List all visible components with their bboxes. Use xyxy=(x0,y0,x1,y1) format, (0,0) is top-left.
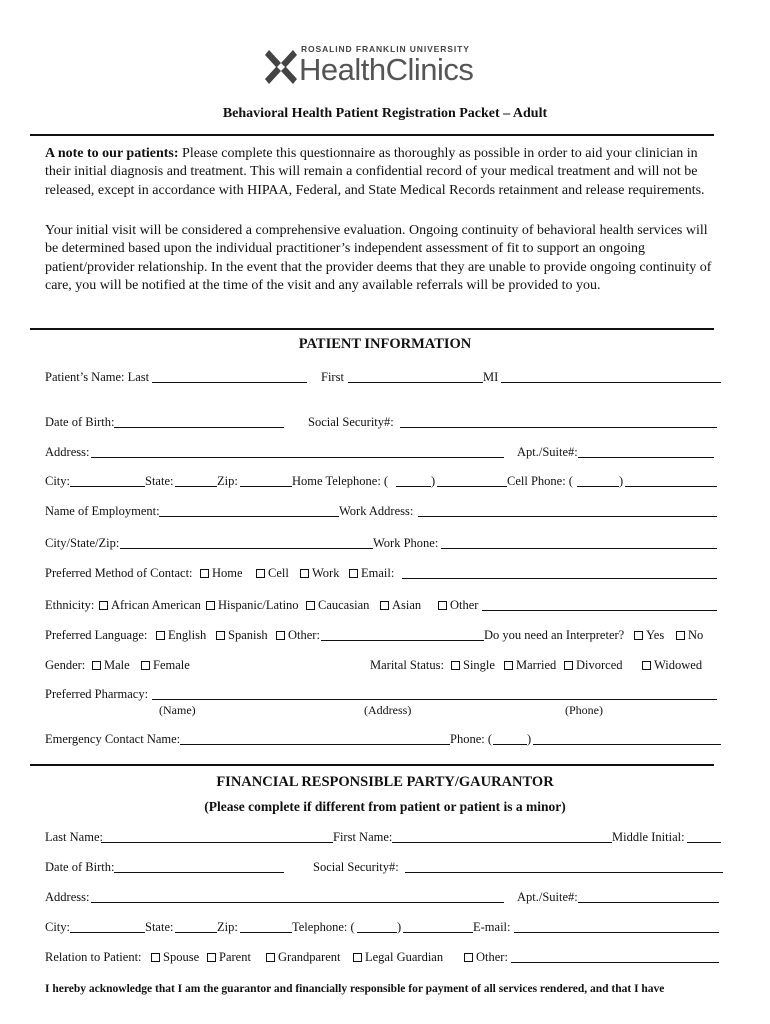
checkbox-icon[interactable] xyxy=(92,661,101,670)
label-middle-initial: Middle Initial: xyxy=(612,830,685,844)
note-paragraph-2: Your initial visit will be considered a comprehensive evaluation. Ongoing continuity of behavioral health services will be determined based upon the individual practitioner’s independent assessment of fit to support an ongoing patient/provider relationship. In the event that the provider deems that they are unable to provide ongoing continuity of care, you will be notified at the time of the visit and any available referrals will be provided to you. xyxy=(45,223,712,294)
address-field[interactable] xyxy=(91,457,504,458)
last-name-field[interactable] xyxy=(152,382,307,383)
option-label: Legal Guardian xyxy=(365,950,444,964)
checkbox-icon[interactable] xyxy=(256,569,265,578)
label-first-name: First Name: xyxy=(333,830,393,844)
option-label: Asian xyxy=(392,598,422,612)
checkbox-icon[interactable] xyxy=(207,953,216,962)
label-emergency-contact: Emergency Contact Name: xyxy=(45,732,181,746)
label-interpreter: Do you need an Interpreter? xyxy=(484,628,625,642)
guarantor-area-code-field[interactable] xyxy=(357,932,397,933)
guarantor-name-row xyxy=(45,830,725,846)
marital-married-option[interactable] xyxy=(504,658,556,673)
label-city: City: xyxy=(45,920,71,934)
lang-spanish-option[interactable] xyxy=(216,628,268,643)
ssn-field[interactable] xyxy=(400,427,717,428)
clinic-logo xyxy=(265,44,515,90)
contact-work-option[interactable] xyxy=(300,566,339,581)
checkbox-icon[interactable] xyxy=(380,601,389,610)
city-field[interactable] xyxy=(70,486,145,487)
dob-field[interactable] xyxy=(114,427,284,428)
label-employment: Name of Employment: xyxy=(45,504,160,518)
pharmacy-field[interactable] xyxy=(152,699,717,700)
logo-university-text: ROSALIND FRANKLIN UNIVERSITY xyxy=(301,44,470,54)
paren: ) xyxy=(527,732,532,746)
checkbox-icon[interactable] xyxy=(353,953,362,962)
contact-email-option[interactable] xyxy=(349,566,394,581)
zip-field[interactable] xyxy=(240,486,292,487)
note-paragraph-1 xyxy=(45,145,720,200)
contact-email-field[interactable] xyxy=(402,578,717,579)
option-label: Cell xyxy=(268,566,289,580)
checkbox-icon[interactable] xyxy=(216,631,225,640)
label-city-state-zip: City/State/Zip: xyxy=(45,536,120,550)
eth-african-option[interactable] xyxy=(99,598,201,613)
acknowledgement-text: I hereby acknowledge that I am the guarantor and financially responsible for payment of all services rendered, and that I have xyxy=(45,983,665,995)
contact-row xyxy=(45,566,725,582)
note-text-1: Please complete this questionnaire as thoroughly as possible in order to aid your clinician in their initial diagnosis and treatment. This will remain a confidential record of your medical treatment and will not be released, except in accordance with HIPAA, Federal, and State Medical Records retainment and release requirements. xyxy=(45,146,705,198)
divider xyxy=(30,764,714,766)
guarantor-address-row xyxy=(45,890,725,906)
option-label: English xyxy=(168,628,207,642)
work-phone-field[interactable] xyxy=(441,548,717,549)
label-email: E-mail: xyxy=(473,920,511,934)
cell-area-code-field[interactable] xyxy=(577,486,619,487)
label-home-telephone: Home Telephone: ( xyxy=(292,474,389,488)
divider xyxy=(30,328,714,330)
interpreter-yes-option[interactable] xyxy=(634,628,664,643)
label-zip: Zip: xyxy=(217,474,238,488)
option-label: Grandparent xyxy=(278,950,341,964)
address-row xyxy=(45,445,725,461)
label-last-name: Last Name: xyxy=(45,830,103,844)
option-label: Male xyxy=(104,658,130,672)
checkbox-icon[interactable] xyxy=(156,631,165,640)
home-telephone-field[interactable] xyxy=(437,486,507,487)
emergency-phone-field[interactable] xyxy=(533,744,721,745)
patient-section-title: PATIENT INFORMATION xyxy=(298,336,472,352)
label-apt: Apt./Suite#: xyxy=(517,890,578,904)
pharmacy-row xyxy=(45,687,725,703)
option-label: Other: xyxy=(288,628,320,642)
option-label: Caucasian xyxy=(318,598,370,612)
logo-mark-icon xyxy=(265,46,297,88)
checkbox-icon[interactable] xyxy=(464,953,473,962)
page-title: Behavioral Health Patient Registration Packet – Adult xyxy=(222,106,548,121)
checkbox-icon[interactable] xyxy=(634,631,643,640)
guarantor-city-field[interactable] xyxy=(70,932,145,933)
work-city-row xyxy=(45,536,725,552)
checkbox-icon[interactable] xyxy=(642,661,651,670)
contact-home-option[interactable] xyxy=(200,566,243,581)
note-lead: A note to our patients: xyxy=(45,146,179,161)
option-label: Female xyxy=(153,658,190,672)
option-label: Spanish xyxy=(228,628,268,642)
eth-other-option[interactable] xyxy=(438,598,478,613)
relation-parent-option[interactable] xyxy=(207,950,251,965)
employment-row xyxy=(45,504,725,520)
checkbox-icon[interactable] xyxy=(349,569,358,578)
paren: ) xyxy=(431,474,436,488)
label-address: Address: xyxy=(45,445,90,459)
label-contact-method: Preferred Method of Contact: xyxy=(45,566,193,580)
gender-male-option[interactable] xyxy=(92,658,130,673)
option-label: Parent xyxy=(219,950,251,964)
option-label: Single xyxy=(463,658,495,672)
label-relation: Relation to Patient: xyxy=(45,950,142,964)
marital-single-option[interactable] xyxy=(451,658,495,673)
label-work-phone: Work Phone: xyxy=(373,536,439,550)
option-label: Hispanic/Latino xyxy=(218,598,299,612)
ethnicity-row xyxy=(45,598,725,614)
label-dob: Date of Birth: xyxy=(45,415,115,429)
apt-field[interactable] xyxy=(578,457,714,458)
guarantor-state-field[interactable] xyxy=(175,932,217,933)
guarantor-first-name-field[interactable] xyxy=(392,842,612,843)
checkbox-icon[interactable] xyxy=(276,631,285,640)
option-label: Other xyxy=(450,598,479,612)
state-field[interactable] xyxy=(175,486,217,487)
dob-ssn-row xyxy=(45,415,725,431)
label-telephone: Telephone: ( xyxy=(292,920,355,934)
emergency-contact-field[interactable] xyxy=(180,744,450,745)
guarantor-telephone-field[interactable] xyxy=(403,932,473,933)
option-label: No xyxy=(688,628,704,642)
guarantor-apt-field[interactable] xyxy=(578,902,719,903)
label-language: Preferred Language: xyxy=(45,628,148,642)
checkbox-icon[interactable] xyxy=(141,661,150,670)
cell-phone-field[interactable] xyxy=(625,486,717,487)
contact-cell-option[interactable] xyxy=(256,566,289,581)
guarantor-ssn-field[interactable] xyxy=(405,872,723,873)
label-ethnicity: Ethnicity: xyxy=(45,598,95,612)
label-cell-phone: Cell Phone: ( xyxy=(507,474,573,488)
checkbox-icon[interactable] xyxy=(151,953,160,962)
home-area-code-field[interactable] xyxy=(396,486,431,487)
relation-spouse-option[interactable] xyxy=(151,950,199,965)
lang-english-option[interactable] xyxy=(156,628,206,643)
label-zip: Zip: xyxy=(217,920,238,934)
label-gender: Gender: xyxy=(45,658,86,672)
checkbox-icon[interactable] xyxy=(438,601,447,610)
label-apt: Apt./Suite#: xyxy=(517,445,578,459)
marital-divorced-option[interactable] xyxy=(564,658,623,673)
option-label: Spouse xyxy=(163,950,200,964)
checkbox-icon[interactable] xyxy=(504,661,513,670)
guarantor-dob-row xyxy=(45,860,725,876)
marital-widowed-option[interactable] xyxy=(642,658,702,673)
checkbox-icon[interactable] xyxy=(451,661,460,670)
option-label: Divorced xyxy=(576,658,623,672)
financial-section-title: FINANCIAL RESPONSIBLE PARTY/GAURANTOR xyxy=(216,774,554,790)
option-label: Yes xyxy=(646,628,665,642)
label-address: Address: xyxy=(45,890,90,904)
language-row xyxy=(45,628,725,644)
interpreter-no-option[interactable] xyxy=(676,628,703,643)
label-work-address: Work Address: xyxy=(339,504,414,518)
pharmacy-address-caption: (Address) xyxy=(364,703,412,717)
option-label: Work xyxy=(312,566,340,580)
guarantor-last-name-field[interactable] xyxy=(101,842,333,843)
checkbox-icon[interactable] xyxy=(200,569,209,578)
checkbox-icon[interactable] xyxy=(306,601,315,610)
label-last-name: Patient’s Name: Last xyxy=(45,370,150,384)
option-label: Home xyxy=(212,566,243,580)
paren: ) xyxy=(397,920,402,934)
emergency-row xyxy=(45,732,725,748)
label-state: State: xyxy=(145,920,174,934)
option-label: Email: xyxy=(361,566,395,580)
checkbox-icon[interactable] xyxy=(206,601,215,610)
lang-other-field[interactable] xyxy=(321,640,484,641)
label-pharmacy: Preferred Pharmacy: xyxy=(45,687,149,701)
label-emergency-phone: Phone: ( xyxy=(450,732,493,746)
checkbox-icon[interactable] xyxy=(564,661,573,670)
pharmacy-phone-caption: (Phone) xyxy=(565,703,603,717)
option-label: African American xyxy=(111,598,201,612)
pharmacy-name-caption: (Name) xyxy=(159,703,196,717)
label-ssn: Social Security#: xyxy=(313,860,399,874)
guarantor-city-row xyxy=(45,920,725,936)
checkbox-icon[interactable] xyxy=(266,953,275,962)
employment-field[interactable] xyxy=(159,516,339,517)
label-city: City: xyxy=(45,474,71,488)
divider xyxy=(30,134,714,136)
relation-guardian-option[interactable] xyxy=(353,950,443,965)
patient-name-row xyxy=(45,370,725,386)
checkbox-icon[interactable] xyxy=(676,631,685,640)
label-ssn: Social Security#: xyxy=(308,415,394,429)
label-dob: Date of Birth: xyxy=(45,860,115,874)
logo-brand-text: HealthClinics xyxy=(299,52,474,87)
relation-row xyxy=(45,950,725,966)
relation-grandparent-option[interactable] xyxy=(266,950,340,965)
checkbox-icon[interactable] xyxy=(99,601,108,610)
guarantor-middle-initial-field[interactable] xyxy=(687,842,721,843)
option-label: Other: xyxy=(476,950,508,964)
relation-other-option[interactable] xyxy=(464,950,508,965)
city-phone-row xyxy=(45,474,725,490)
relation-other-field[interactable] xyxy=(511,962,719,963)
mi-field[interactable] xyxy=(501,382,721,383)
financial-section-subtitle: (Please complete if different from patient or patient is a minor) xyxy=(204,799,566,814)
emergency-area-code-field[interactable] xyxy=(493,744,527,745)
first-name-field[interactable] xyxy=(348,382,483,383)
option-label: Widowed xyxy=(654,658,703,672)
work-address-field[interactable] xyxy=(418,516,717,517)
eth-asian-option[interactable] xyxy=(380,598,421,613)
eth-caucasian-option[interactable] xyxy=(306,598,369,613)
guarantor-zip-field[interactable] xyxy=(240,932,292,933)
label-first-name: First xyxy=(321,370,344,384)
gender-female-option[interactable] xyxy=(141,658,190,673)
label-marital-status: Marital Status: xyxy=(370,658,444,672)
eth-other-field[interactable] xyxy=(482,610,717,611)
guarantor-email-field[interactable] xyxy=(514,932,719,933)
label-mi: MI xyxy=(483,370,499,384)
option-label: Married xyxy=(516,658,557,672)
lang-other-option[interactable] xyxy=(276,628,320,643)
gender-marital-row xyxy=(45,658,725,674)
checkbox-icon[interactable] xyxy=(300,569,309,578)
eth-hispanic-option[interactable] xyxy=(206,598,299,613)
guarantor-dob-field[interactable] xyxy=(114,872,284,873)
paren: ) xyxy=(619,474,624,488)
label-state: State: xyxy=(145,474,174,488)
city-state-zip-field[interactable] xyxy=(120,548,373,549)
guarantor-address-field[interactable] xyxy=(91,902,504,903)
